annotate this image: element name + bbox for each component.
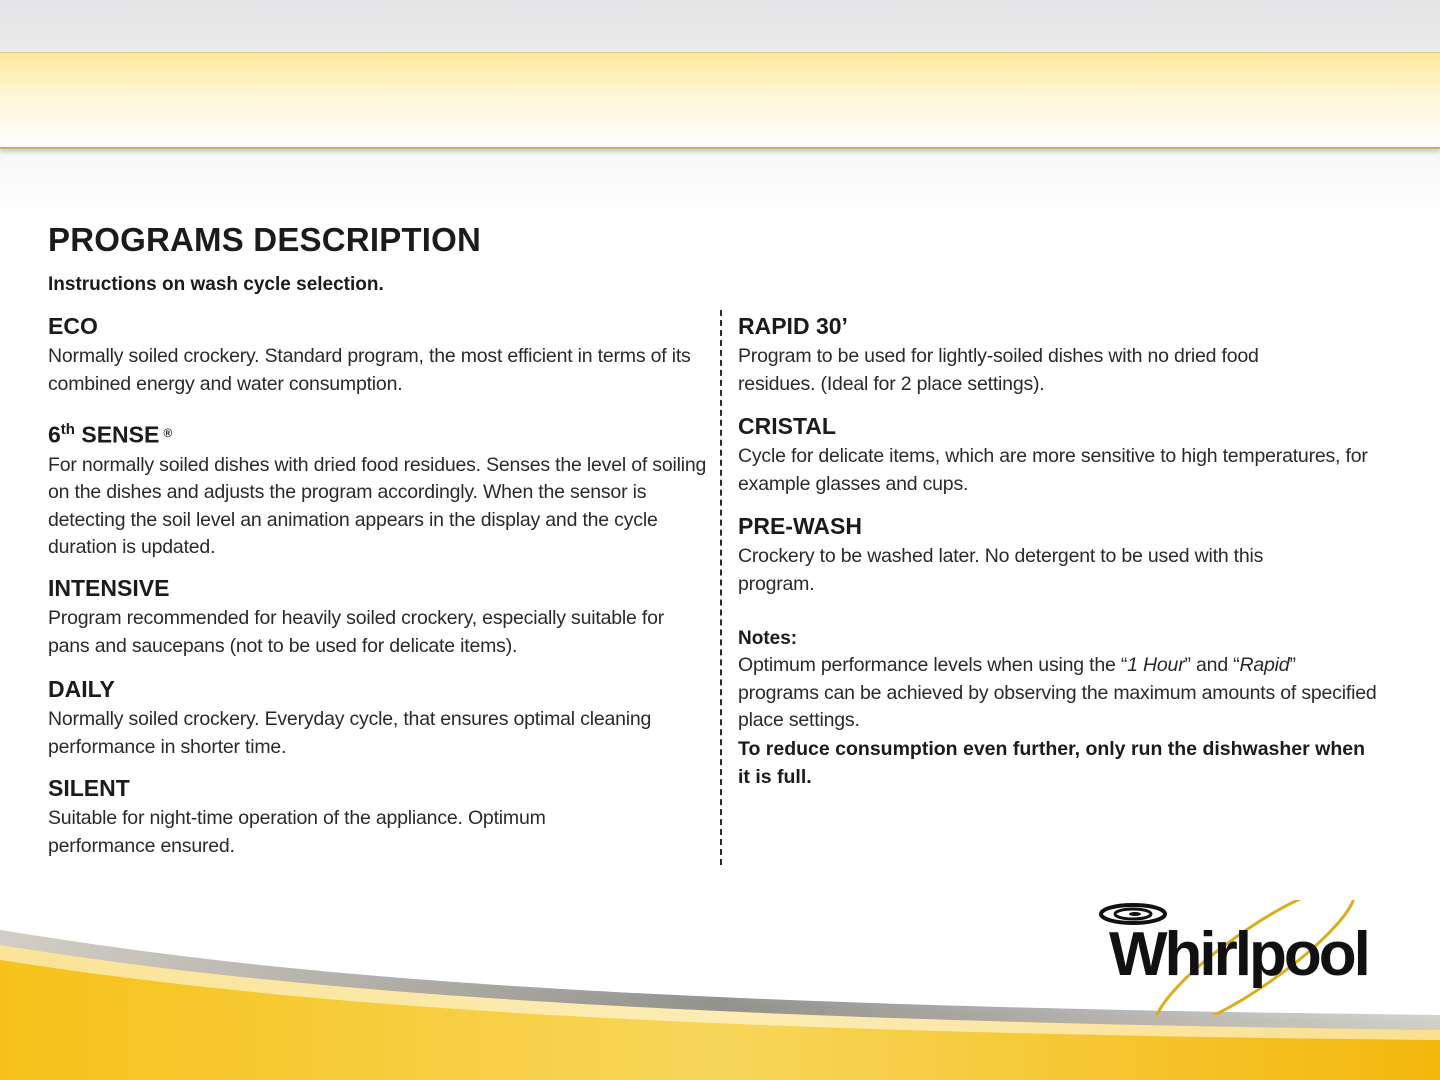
notes-text-part: ” and “ bbox=[1184, 654, 1240, 676]
program-name-word: SENSE bbox=[74, 421, 160, 448]
notes-text-part: ” programs can be achieved by observing the maximum amounts of specified place settings. bbox=[738, 654, 1377, 731]
program-name: PRE-WASH bbox=[738, 513, 862, 539]
program-cristal bbox=[738, 411, 1398, 498]
program-name: INTENSIVE bbox=[48, 575, 170, 601]
program-name bbox=[48, 415, 708, 450]
program-name-number: 6 bbox=[48, 421, 61, 448]
program-intensive bbox=[48, 573, 708, 660]
notes-title: Notes: bbox=[738, 628, 798, 649]
program-description: Suitable for night-time operation of the appliance. Optimum performance ensured. bbox=[48, 807, 546, 857]
program-6th-sense bbox=[48, 415, 708, 562]
column-divider bbox=[720, 310, 722, 865]
program-name: RAPID 30’ bbox=[738, 313, 848, 339]
programs-description-card bbox=[36, 207, 1405, 870]
notes-italic-1-hour: 1 Hour bbox=[1127, 654, 1185, 676]
program-description: Cycle for delicate items, which are more sensitive to high temperatures, for example glasses and cups. bbox=[738, 445, 1368, 495]
notes-text-part: Optimum performance levels when using the “ bbox=[738, 654, 1128, 676]
program-name: SILENT bbox=[48, 775, 130, 801]
program-silent bbox=[48, 773, 708, 860]
program-rapid-30 bbox=[738, 311, 1398, 398]
header-band bbox=[0, 52, 1440, 149]
program-description: Normally soiled crockery. Everyday cycle, that ensures optimal cleaning performance in shorter time. bbox=[48, 708, 652, 758]
whirlpool-wordmark: Whirlpool bbox=[1109, 920, 1368, 989]
program-name: CRISTAL bbox=[738, 413, 836, 439]
program-name-superscript: th bbox=[60, 421, 75, 438]
program-description: For normally soiled dishes with dried food residues. Senses the level of soiling on the dishes and adjusts the program accordingly. When the sensor is detecting the soil level an animation appears in the display and the cycle duration is updated. bbox=[48, 453, 707, 559]
program-description: Program recommended for heavily soiled crockery, especially suitable for pans and saucepans (not to be used for delicate items). bbox=[48, 607, 665, 657]
notes-italic-rapid: Rapid bbox=[1239, 654, 1290, 676]
notes-section bbox=[738, 626, 1398, 791]
program-eco bbox=[48, 311, 708, 398]
whirlpool-logo bbox=[1095, 900, 1385, 1015]
program-description: Normally soiled crockery. Standard program, the most efficient in terms of its combined energy and water consumption. bbox=[48, 345, 691, 395]
notes-text bbox=[738, 652, 1378, 735]
document-subtitle: Instructions on wash cycle selection. bbox=[48, 274, 384, 295]
program-description: Crockery to be washed later. No detergent to be used with this program. bbox=[738, 545, 1264, 595]
program-name: ECO bbox=[48, 313, 98, 339]
program-pre-wash bbox=[738, 511, 1398, 598]
program-description: Program to be used for lightly-soiled dishes with no dried food residues. (Ideal for 2 place settings). bbox=[738, 345, 1259, 395]
registered-mark: ® bbox=[163, 425, 173, 440]
program-name: DAILY bbox=[48, 676, 115, 702]
program-daily bbox=[48, 674, 708, 761]
notes-bold-text: To reduce consumption even further, only run the dishwasher when it is full. bbox=[738, 737, 1365, 788]
document-title: PROGRAMS DESCRIPTION bbox=[48, 221, 482, 258]
